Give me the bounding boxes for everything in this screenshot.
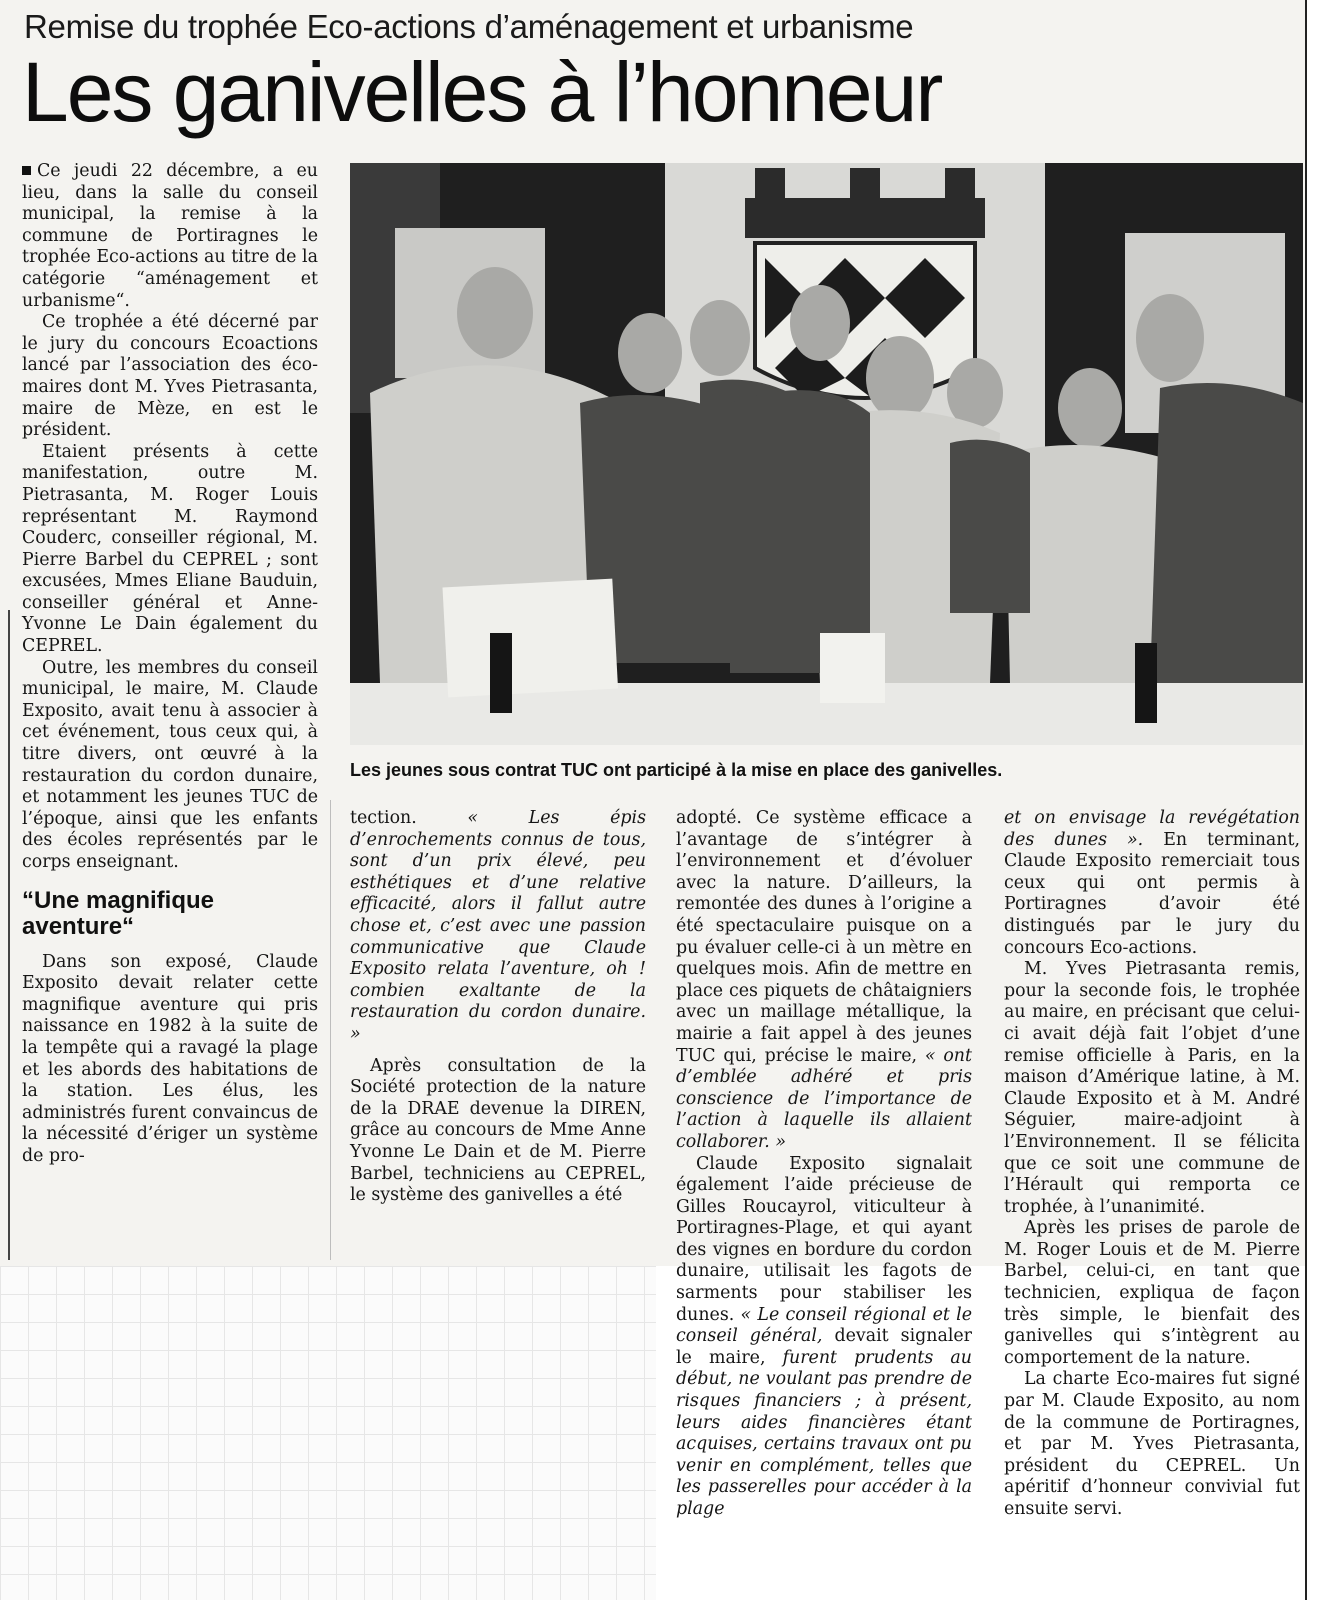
paragraph	[22, 161, 318, 312]
quote-text: « Les épis d’enrochements connus de tous, sont d’un prix élevé, peu esthétiques et d’une relative efficacité, alors il fallut autre chose et, c’est avec une passion communicative que Claude Exposito relata l’aventure, oh ! combien exaltante de la restauration du cordon dunaire. »	[350, 808, 646, 1044]
article-kicker: Remise du trophée Eco-actions d’aménagement et urbanisme	[24, 8, 914, 45]
column-3	[676, 808, 972, 1521]
paragraph: M. Yves Pietrasanta remis, pour la seconde fois, le trophée au maire, en précisant que celui-ci avait déjà fait l’objet d’une remise officielle à Paris, en la maison d’Amérique latine, à M. Claude Exposito et à M. André Séguier, maire-adjoint à l’Environnement. Il se félicita que ce soit une commune de l’Hérault qui remporta ce trophée, à l’unanimité.	[1004, 959, 1300, 1217]
paragraph-text: Claude Exposito signalait également l’aide précieuse de Gilles Roucayrol, viticulteur à Portiragnes-Plage, et qui ayant des vignes en bordure du cordon dunaire, utilisait les fagots de sarments pour stabiliser les dunes.	[676, 1153, 972, 1325]
quote-text: furent prudents au début, ne voulant pas prendre de risques financiers ; à présent, leurs aides financières étant acquises, certains travaux ont pu venir en complément, telles que les passerelles pour accéder à la plage	[676, 1347, 972, 1519]
paragraph: Ce trophée a été décerné par le jury du concours Ecoactions lancé par l’association des éco-maires dont M. Yves Pietrasanta, maire de Mèze, en est le président.	[22, 312, 318, 441]
article-headline: Les ganivelles à l’honneur	[22, 45, 942, 139]
photo-caption: Les jeunes sous contrat TUC ont participé à la mise en place des ganivelles.	[350, 760, 1003, 780]
bullet-icon	[22, 166, 31, 175]
quote-text: « Le conseil régional et le conseil général,	[676, 1304, 973, 1347]
paragraph-text: Ce jeudi 22 décembre, a eu lieu, dans la salle du conseil municipal, la remise à la commune de Portiragnes le trophée Eco-actions au titre de la catégorie “aménagement et urbanisme“.	[22, 161, 318, 311]
column-1	[22, 161, 318, 1168]
column-4	[1004, 808, 1300, 1521]
grid-paper-background	[0, 1266, 656, 1600]
column-rule	[8, 610, 10, 1260]
paragraph: Outre, les membres du conseil municipal, le maire, M. Claude Exposito, avait tenu à associer à cet événement, tous ceux qui, à titre divers, ont œuvré à la restauration du cordon dunaire, et notamment les jeunes TUC de l’époque, ainsi que les enfants des écoles représentés par le corps enseignant.	[22, 657, 318, 872]
quote-text: « ont d’emblée adhéré et pris conscience de l’importance de l’action à laquelle ils allaient collaborer. »	[676, 1045, 972, 1152]
paragraph: Dans son exposé, Claude Exposito devait relater cette magnifique aventure qui pris naissance en 1982 à la suite de la tempête qui a ravagé la plage et les abords des habitations de la station. Les élus, les administrés furent convaincus de la nécessité d’ériger un système de pro-	[22, 951, 318, 1166]
paragraph: Etaient présents à cette manifestation, outre M. Pietrasanta, M. Roger Louis représentant M. Raymond Couderc, conseiller régional, M. Pierre Barbel du CEPREL ; sont excusées, Mmes Eliane Bauduin, conseiller général et Anne-Yvonne Le Dain également du CEPREL.	[22, 441, 318, 657]
paragraph-text: En terminant, Claude Exposito remerciait tous ceux qui ont permis à Portiragnes d’avoir été distingués par le jury du concours Eco-actions.	[1004, 829, 1300, 958]
paragraph: La charte Eco-maires fut signé par M. Claude Exposito, au nom de la commune de Portiragnes, et par M. Yves Pietrasanta, président du CEPREL. Un apéritif d’honneur convivial fut ensuite servi.	[1004, 1369, 1300, 1519]
paragraph	[350, 808, 646, 1046]
paragraph: Après consultation de la Société protection de la nature de la DRAE devenue la DIREN, grâce au concours de Mme Anne Yvonne Le Dain et de M. Pierre Barbel, techniciens au CEPREL, le système des ganivelles a été	[350, 1055, 646, 1206]
paragraph	[1004, 808, 1300, 959]
paragraph	[676, 1154, 972, 1521]
column-rule	[330, 800, 331, 1260]
page-edge	[1305, 0, 1320, 1600]
paragraph-text: adopté. Ce système efficace a l’avantage de s’intégrer à l’environnement et d’évoluer avec la nature. D’ailleurs, la remontée des dunes à l’origine a été spectaculaire puisque on a pu évaluer celle-ci à un mètre en quelques mois. Afin de mettre en place ces piquets de châtaigniers avec un maillage métallique, la mairie a fait appel à des jeunes TUC qui, précise le maire,	[676, 808, 972, 1066]
paragraph	[676, 808, 972, 1154]
paragraph-text: devait signaler le maire,	[676, 1326, 972, 1368]
paragraph: Après les prises de parole de M. Roger Louis et de M. Pierre Barbel, celui-ci, en tant que technicien, expliqua de façon très simple, le bienfait des ganivelles qui s’intègrent au comportement de la nature.	[1004, 1218, 1300, 1368]
section-subheading: “Une magnifique aventure“	[22, 886, 215, 940]
paragraph-text: tection.	[350, 808, 468, 828]
column-2	[350, 808, 646, 1207]
quote-text: et on envisage la revégétation des dunes ».	[1004, 808, 1300, 850]
article-photo	[350, 163, 1303, 745]
